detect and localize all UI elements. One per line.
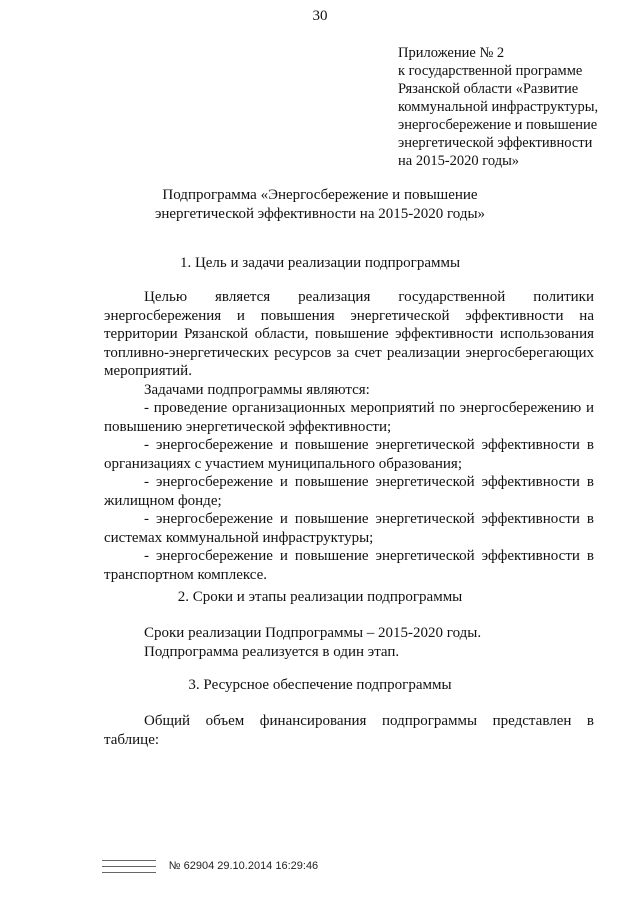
goal-line: территории Рязанской области, повышение эффективности использования bbox=[104, 326, 594, 342]
appendix-line: к государственной программе bbox=[398, 63, 583, 79]
stages-line: Подпрограмма реализуется в один этап. bbox=[144, 643, 400, 660]
appendix-line: Рязанской области «Развитие bbox=[398, 81, 579, 97]
registration-stamp bbox=[100, 856, 318, 876]
task-line: транспортном комплексе. bbox=[104, 566, 268, 583]
task-line: - энергосбережение и повышение энергетической эффективности в bbox=[144, 437, 594, 453]
appendix-line: энергосбережение и повышение bbox=[398, 117, 598, 133]
appendix-line: на 2015-2020 годы» bbox=[398, 153, 520, 169]
title-line: Подпрограмма «Энергосбережение и повышение bbox=[162, 187, 478, 203]
task-line: системах коммунальной инфраструктуры; bbox=[104, 529, 374, 546]
appendix-note bbox=[398, 44, 612, 170]
title-line: энергетической эффективности на 2015-2020 годы» bbox=[154, 206, 486, 222]
task-line: - энергосбережение и повышение энергетической эффективности в bbox=[144, 511, 594, 527]
section-2-heading: 2. Сроки и этапы реализации подпрограммы bbox=[177, 589, 463, 605]
task-line: жилищном фонде; bbox=[104, 492, 222, 509]
funding-line: Общий объем финансирования подпрограммы представлен в bbox=[144, 713, 594, 729]
terms-line: Сроки реализации Подпрограммы – 2015-2020 годы. bbox=[144, 625, 482, 641]
appendix-line: коммунальной инфраструктуры, bbox=[398, 99, 599, 115]
funding-line: таблице: bbox=[104, 731, 160, 748]
task-line: организациях с участием муниципального образования; bbox=[104, 455, 462, 472]
task-line: повышению энергетической эффективности; bbox=[104, 418, 392, 435]
task-line: - проведение организационных мероприятий по энергосбережению и bbox=[144, 400, 594, 416]
goal-line: Целью является реализация государственной политики bbox=[144, 289, 594, 305]
section-1-goal bbox=[104, 288, 594, 584]
seal-icon bbox=[100, 856, 158, 876]
task-line: - энергосбережение и повышение энергетической эффективности в bbox=[144, 548, 594, 564]
section-1-heading: 1. Цель и задачи реализации подпрограммы bbox=[179, 255, 461, 271]
section-3-heading: 3. Ресурсное обеспечение подпрограммы bbox=[188, 677, 452, 693]
goal-line: энергосбережения и повышения энергетической эффективности на bbox=[104, 307, 594, 324]
section-3-body bbox=[104, 712, 594, 749]
subprogram-title bbox=[0, 186, 640, 224]
section-2-body bbox=[104, 624, 594, 661]
goal-line: мероприятий. bbox=[104, 363, 192, 379]
appendix-line: Приложение № 2 bbox=[398, 45, 505, 61]
appendix-line: энергетической эффективности bbox=[398, 135, 593, 151]
page-number: 30 bbox=[312, 8, 328, 24]
task-line: - энергосбережение и повышение энергетической эффективности в bbox=[144, 474, 594, 490]
tasks-intro: Задачами подпрограммы являются: bbox=[144, 381, 370, 398]
stamp-text: № 62904 29.10.2014 16:29:46 bbox=[168, 860, 319, 872]
goal-line: топливно-энергетических ресурсов за счет реализации энергосберегающих bbox=[104, 344, 594, 361]
